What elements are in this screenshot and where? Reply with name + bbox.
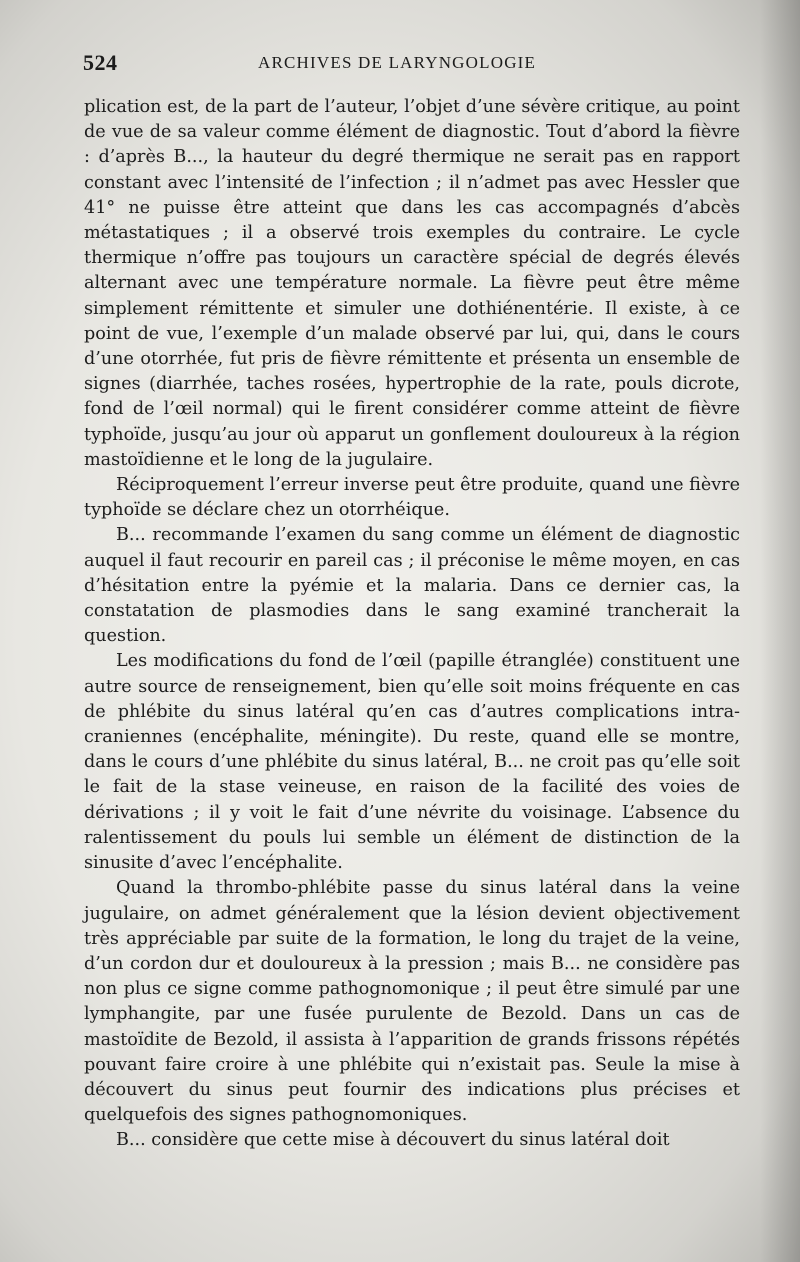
running-title: ARCHIVES DE LARYNGOLOGIE [258,53,537,72]
paragraph: plication est, de la part de l’auteur, l’objet d’une sévère critique, au point de vue de sa valeur comme élément de diagnostic. Tout d’abord la fièvre : d’après B..., la hauteur du degré thermique ne serait pas en rapport constant avec l’intensité de l’infection ; il n’admet pas avec Hessler que 41° ne puisse être atteint que dans les cas accompagnés d’abcès métastatiques ; il a observé trois exemples du contraire. Le cycle thermique n’offre pas toujours un caractère spécial de degrés élevés alternant avec une température normale. La fièvre peut être même simplement rémittente et simuler une dothiénentérie. Il existe, à ce point de vue, l’exemple d’un malade observé par lui, qui, dans le cours d’une otorrhée, fut pris de fièvre rémittente et présenta un ensemble de signes (diarrhée, taches rosées, hypertrophie de la rate, pouls dicrote, fond de l’œil normal) qui le firent considérer comme atteint de fièvre typhoïde, jusqu’au jour où apparut un gonflement douloureux à la région mastoïdienne et le long de la jugulaire. [84,97,740,470]
paragraph: B... considère que cette mise à découvert du sinus latéral doit [116,1130,670,1151]
paragraph: Réciproquement l’erreur inverse peut être produite, quand une fièvre typhoïde se déclare chez un otorrhéique. [84,475,741,521]
paragraph: B... recommande l’examen du sang comme un élément de diagnostic auquel il faut recourir en pareil cas ; il préconise le même moyen, en cas d’hésitation entre la pyémie et la malaria. Dans ce dernier cas, la constatation de plasmodies dans le sang examiné trancherait la question. [84,525,740,647]
body-text [84,95,740,1154]
page-number: 524 [83,50,118,75]
page-header [83,50,738,80]
paragraph: Quand la thrombo-phlébite passe du sinus latéral dans la veine jugulaire, on admet généralement que la lésion devient objectivement très appréciable par suite de la formation, le long du trajet de la veine, d’un cordon dur et douloureux à la pression ; mais B... ne considère pas non plus ce signe comme pathognomonique ; il peut être simulé par une lymphangite, par une fusée purulente de Bezold. Dans un cas de mastoïdite de Bezold, il assista à l’apparition de grands frissons répétés pouvant faire croire à une phlébite qui n’existait pas. Seule la mise à découvert du sinus peut fournir des indications plus précises et quelquefois des signes pathognomoniques. [84,878,740,1126]
page-edge-shadow [760,0,800,1262]
paragraph: Les modifications du fond de l’œil (papille étranglée) constituent une autre source de renseignement, bien qu’elle soit moins fréquente en cas de phlébite du sinus latéral qu’en cas d’autres complications intra-craniennes (encéphalite, méningite). Du reste, quand elle se montre, dans le cours d’une phlébite du sinus latéral, B... ne croit pas qu’elle soit le fait de la stase veineuse, en raison de la facilité des voies de dérivations ; il y voit le fait d’une névrite du voisinage. L’absence du ralentissement du pouls lui semble un élément de distinction de la sinusite d’avec l’encéphalite. [84,651,740,874]
